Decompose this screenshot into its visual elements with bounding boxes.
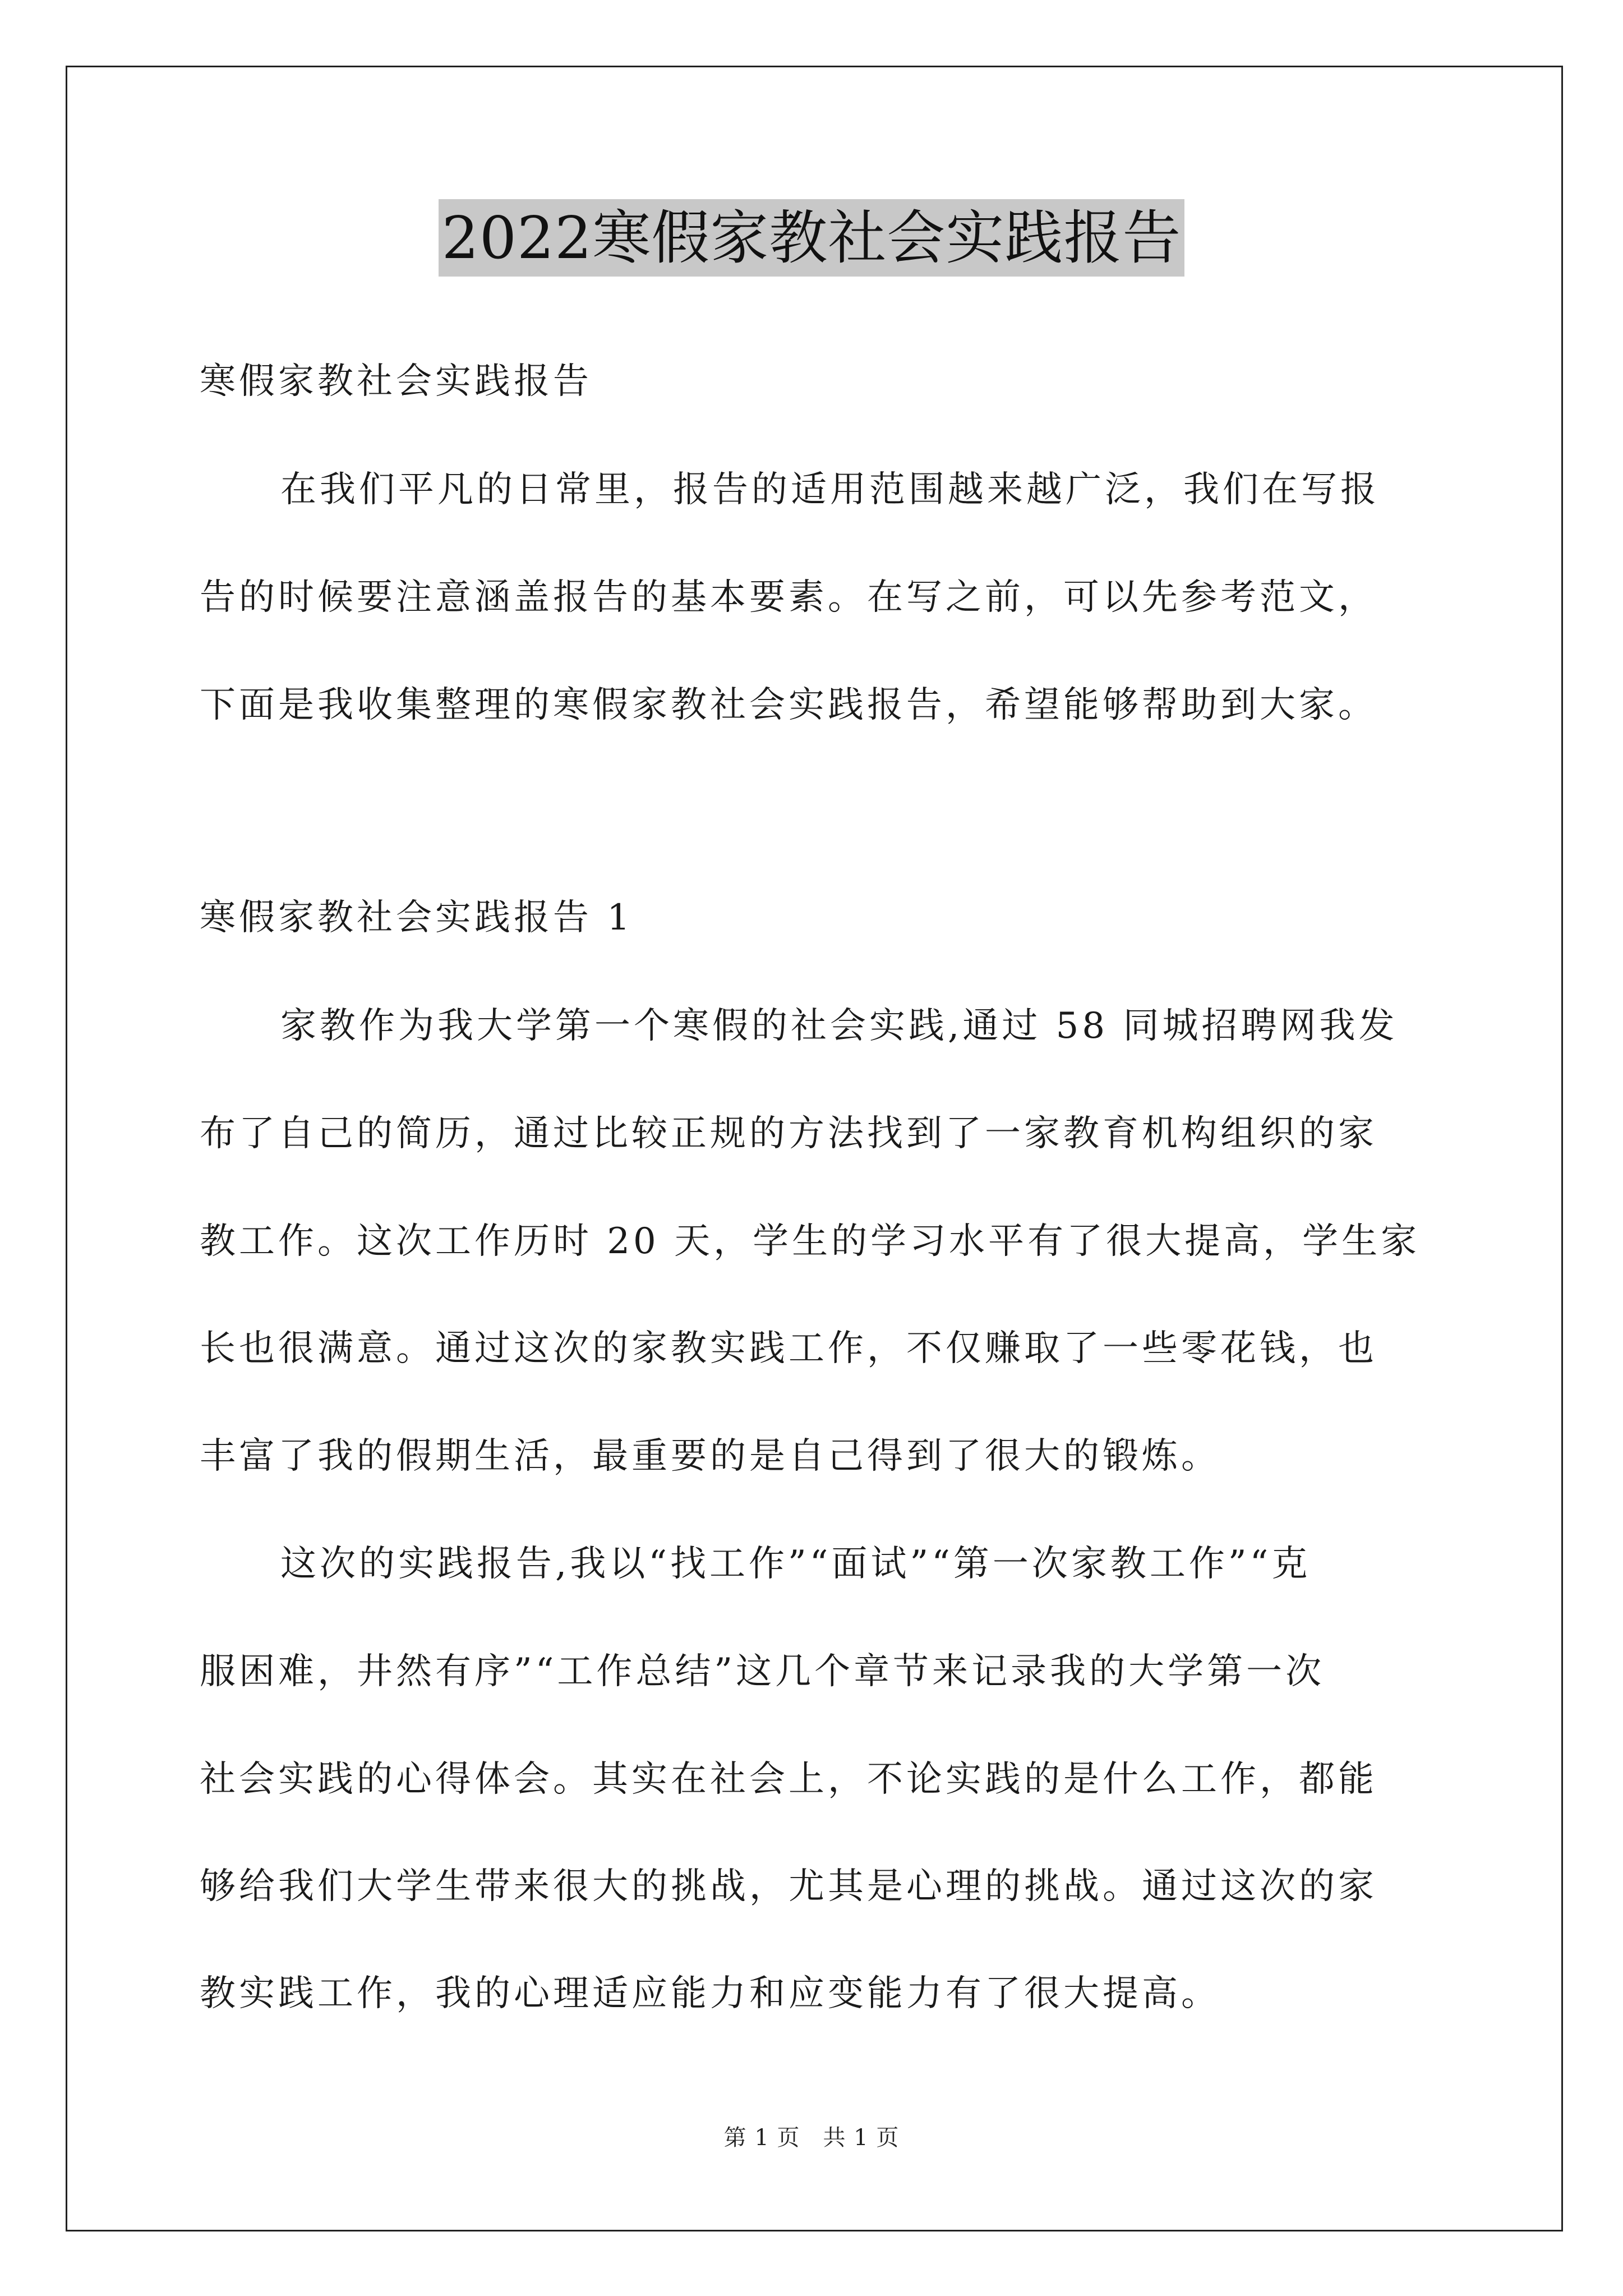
para1-line-3: 教工作。这次工作历时 20 天，学生的学习水平有了很大提高，学生家 bbox=[200, 1221, 1421, 1262]
intro-line-3: 下面是我收集整理的寒假家教社会实践报告，希望能够帮助到大家。 bbox=[200, 684, 1377, 726]
para2-line-3: 社会实践的心得体会。其实在社会上，不论实践的是什么工作，都能 bbox=[200, 1759, 1377, 1800]
page-footer: 第 1 页 共 1 页 bbox=[723, 2125, 900, 2151]
para2-line-5: 教实践工作，我的心理适应能力和应变能力有了很大提高。 bbox=[200, 1973, 1220, 2014]
document-subtitle: 寒假家教社会实践报告 bbox=[200, 361, 592, 402]
para2-line-2: 服困难，井然有序”“工作总结”这几个章节来记录我的大学第一次 bbox=[200, 1651, 1325, 1692]
section-heading: 寒假家教社会实践报告 1 bbox=[200, 897, 634, 938]
para1-line-2: 布了自己的简历，通过比较正规的方法找到了一家教育机构组织的家 bbox=[200, 1113, 1377, 1154]
para1-line-5: 丰富了我的假期生活，最重要的是自己得到了很大的锻炼。 bbox=[200, 1435, 1220, 1477]
document-title: 2022寒假家教社会实践报告 bbox=[439, 199, 1185, 277]
para1-line-4: 长也很满意。通过这次的家教实践工作，不仅赚取了一些零花钱，也 bbox=[200, 1328, 1377, 1369]
intro-line-2: 告的时候要注意涵盖报告的基本要素。在写之前，可以先参考范文， bbox=[200, 577, 1377, 618]
para1-line-1: 家教作为我大学第一个寒假的社会实践,通过 58 同城招聘网我发 bbox=[280, 1005, 1398, 1047]
intro-line-1: 在我们平凡的日常里，报告的适用范围越来越广泛，我们在写报 bbox=[280, 469, 1380, 510]
para2-line-4: 够给我们大学生带来很大的挑战，尤其是心理的挑战。通过这次的家 bbox=[200, 1866, 1377, 1907]
title-container bbox=[0, 199, 1623, 277]
para2-line-1: 这次的实践报告,我以“找工作”“面试”“第一次家教工作”“克 bbox=[280, 1543, 1311, 1585]
